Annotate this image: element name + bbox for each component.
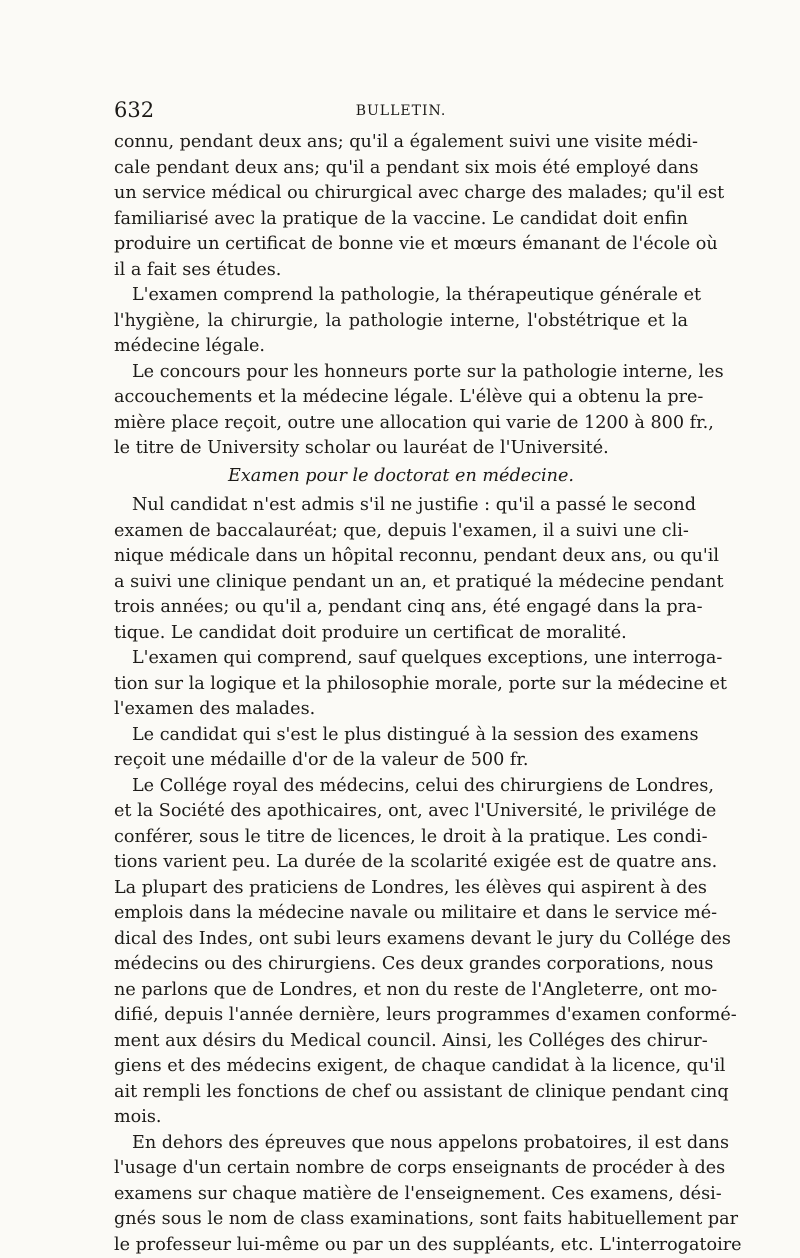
page-header [114, 98, 688, 122]
text-line: Le candidat qui s'est le plus distingué à la session des examens [114, 723, 688, 749]
text-line: nique médicale dans un hôpital reconnu, pendant deux ans, ou qu'il [114, 544, 688, 570]
text-line: La plupart des praticiens de Londres, les élèves qui aspirent à des [114, 876, 688, 902]
text-line: difié, depuis l'année dernière, leurs programmes d'examen conformé- [114, 1003, 688, 1029]
running-head: BULLETIN. [114, 103, 688, 119]
text-line: médecine légale. [114, 334, 688, 360]
text-line: médecins ou des chirurgiens. Ces deux grandes corporations, nous [114, 952, 688, 978]
text-line: le professeur lui-même ou par un des suppléants, etc. L'interrogatoire [114, 1233, 688, 1258]
text-line: Nul candidat n'est admis s'il ne justifie : qu'il a passé le second [114, 493, 688, 519]
text-line: et la Société des apothicaires, ont, avec l'Université, le privilége de [114, 799, 688, 825]
text-line: Le concours pour les honneurs porte sur la pathologie interne, les [114, 360, 688, 386]
text-line: mière place reçoit, outre une allocation qui varie de 1200 à 800 fr., [114, 411, 688, 437]
text-line: examen de baccalauréat; que, depuis l'examen, il a suivi une cli- [114, 519, 688, 545]
text-line: dical des Indes, ont subi leurs examens devant le jury du Collége des [114, 927, 688, 953]
text-line: trois années; ou qu'il a, pendant cinq ans, été engagé dans la pra- [114, 595, 688, 621]
section-title: Examen pour le doctorat en médecine. [114, 464, 688, 490]
text-line: examens sur chaque matière de l'enseignement. Ces examens, dési- [114, 1182, 688, 1208]
text-line: gnés sous le nom de class examinations, sont faits habituellement par [114, 1207, 688, 1233]
paragraph [114, 493, 688, 646]
page-number: 632 [114, 98, 154, 122]
text-line: emplois dans la médecine navale ou militaire et dans le service mé- [114, 901, 688, 927]
text-line: ne parlons que de Londres, et non du reste de l'Angleterre, ont mo- [114, 978, 688, 1004]
text-line: conférer, sous le titre de licences, le droit à la pratique. Les condi- [114, 825, 688, 851]
text-line: a suivi une clinique pendant un an, et pratiqué la médecine pendant [114, 570, 688, 596]
text-line: produire un certificat de bonne vie et mœurs émanant de l'école où [114, 232, 688, 258]
paragraph [114, 646, 688, 723]
text-line: tions varient peu. La durée de la scolarité exigée est de quatre ans. [114, 850, 688, 876]
text-line: un service médical ou chirurgical avec charge des malades; qu'il est [114, 181, 688, 207]
paragraph [114, 774, 688, 1131]
paragraph [114, 360, 688, 462]
paragraph [114, 130, 688, 283]
text-line: L'examen qui comprend, sauf quelques exceptions, une interroga- [114, 646, 688, 672]
text-line: familiarisé avec la pratique de la vaccine. Le candidat doit enfin [114, 207, 688, 233]
text-line: connu, pendant deux ans; qu'il a également suivi une visite médi- [114, 130, 688, 156]
paragraph [114, 1131, 688, 1258]
text-line: En dehors des épreuves que nous appelons probatoires, il est dans [114, 1131, 688, 1157]
body-text [114, 130, 688, 1258]
text-line: giens et des médecins exigent, de chaque candidat à la licence, qu'il [114, 1054, 688, 1080]
text-line: accouchements et la médecine légale. L'élève qui a obtenu la pre- [114, 385, 688, 411]
text-line: L'examen comprend la pathologie, la thérapeutique générale et [114, 283, 688, 309]
text-line: mois. [114, 1105, 688, 1131]
text-line: tique. Le candidat doit produire un certificat de moralité. [114, 621, 688, 647]
paragraph [114, 723, 688, 774]
text-line: ait rempli les fonctions de chef ou assistant de clinique pendant cinq [114, 1080, 688, 1106]
text-line: l'hygiène, la chirurgie, la pathologie interne, l'obstétrique et la [114, 309, 688, 335]
text-line: reçoit une médaille d'or de la valeur de 500 fr. [114, 748, 688, 774]
text-line: Le Collége royal des médecins, celui des chirurgiens de Londres, [114, 774, 688, 800]
text-line: l'usage d'un certain nombre de corps enseignants de procéder à des [114, 1156, 688, 1182]
text-line: tion sur la logique et la philosophie morale, porte sur la médecine et [114, 672, 688, 698]
text-line: l'examen des malades. [114, 697, 688, 723]
paragraph [114, 283, 688, 360]
text-line: il a fait ses études. [114, 258, 688, 284]
text-line: ment aux désirs du Medical council. Ainsi, les Colléges des chirur- [114, 1029, 688, 1055]
text-line: le titre de University scholar ou lauréat de l'Université. [114, 436, 688, 462]
text-line: cale pendant deux ans; qu'il a pendant six mois été employé dans [114, 156, 688, 182]
